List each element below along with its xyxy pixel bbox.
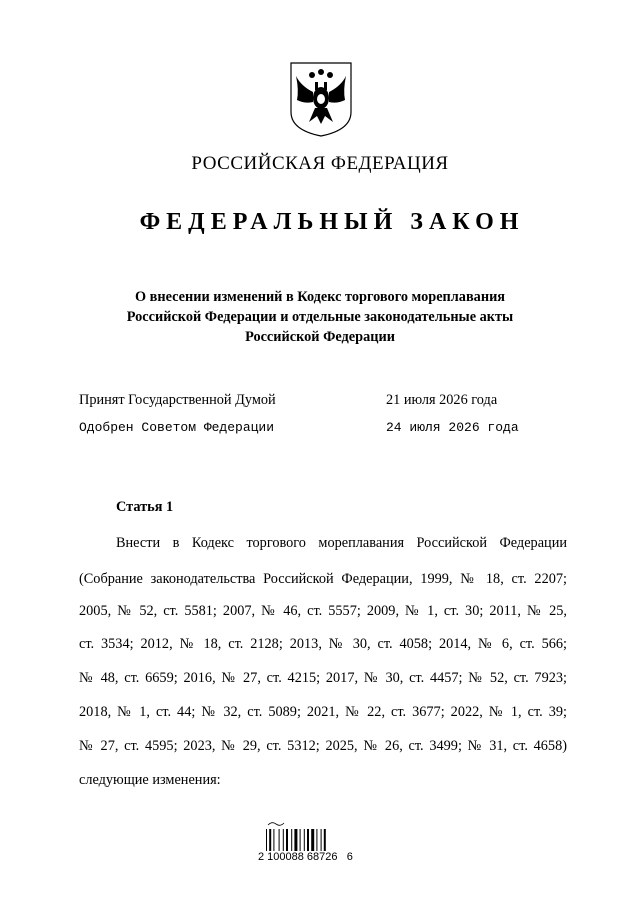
coat-of-arms-icon <box>287 60 355 138</box>
law-subject <box>100 287 540 347</box>
body-line: № 48, ст. 6659; 2016, № 27, ст. 4215; 2017, № 30, ст. 4457; № 52, ст. 7923; <box>79 670 567 686</box>
subject-line: О внесении изменений в Кодекс торгового мореплавания <box>134 289 506 305</box>
subject-line: Российской Федерации <box>245 329 395 345</box>
council-approval-date: 24 июля 2026 года <box>386 420 519 435</box>
council-approval-label: Одобрен Советом Федерации <box>79 420 275 435</box>
body-line: № 27, ст. 4595; 2023, № 29, ст. 5312; 2025, № 26, ст. 3499; № 31, ст. 4658) <box>79 738 567 754</box>
law-type-title: ФЕДЕРАЛЬНЫЙ ЗАКОН <box>139 209 525 235</box>
body-line: (Собрание законодательства Российской Федерации, 1999, № 18, ст. 2207; <box>79 571 567 587</box>
article-title: Статья 1 <box>116 499 174 515</box>
body-line: 2005, № 52, ст. 5581; 2007, № 46, ст. 5557; 2009, № 1, ст. 30; 2011, № 25, <box>79 603 567 619</box>
barcode-number: 2 100088 68726 6 <box>258 851 353 863</box>
body-line: следующие изменения: <box>79 772 221 788</box>
duma-adoption-date: 21 июля 2026 года <box>386 392 498 408</box>
body-line: ст. 3534; 2012, № 18, ст. 2128; 2013, № 30, ст. 4058; 2014, № 6, ст. 566; <box>79 636 567 652</box>
subject-line: Российской Федерации и отдельные законодательные акты <box>126 309 514 325</box>
body-line: 2018, № 1, ст. 44; № 32, ст. 5089; 2021, № 22, ст. 3677; 2022, № 1, ст. 39; <box>79 704 567 720</box>
body-line: Внести в Кодекс торгового мореплавания Российской Федерации <box>116 535 567 551</box>
duma-adoption-label: Принят Государственной Думой <box>79 392 276 408</box>
country-name: РОССИЙСКАЯ ФЕДЕРАЦИЯ <box>191 153 449 174</box>
